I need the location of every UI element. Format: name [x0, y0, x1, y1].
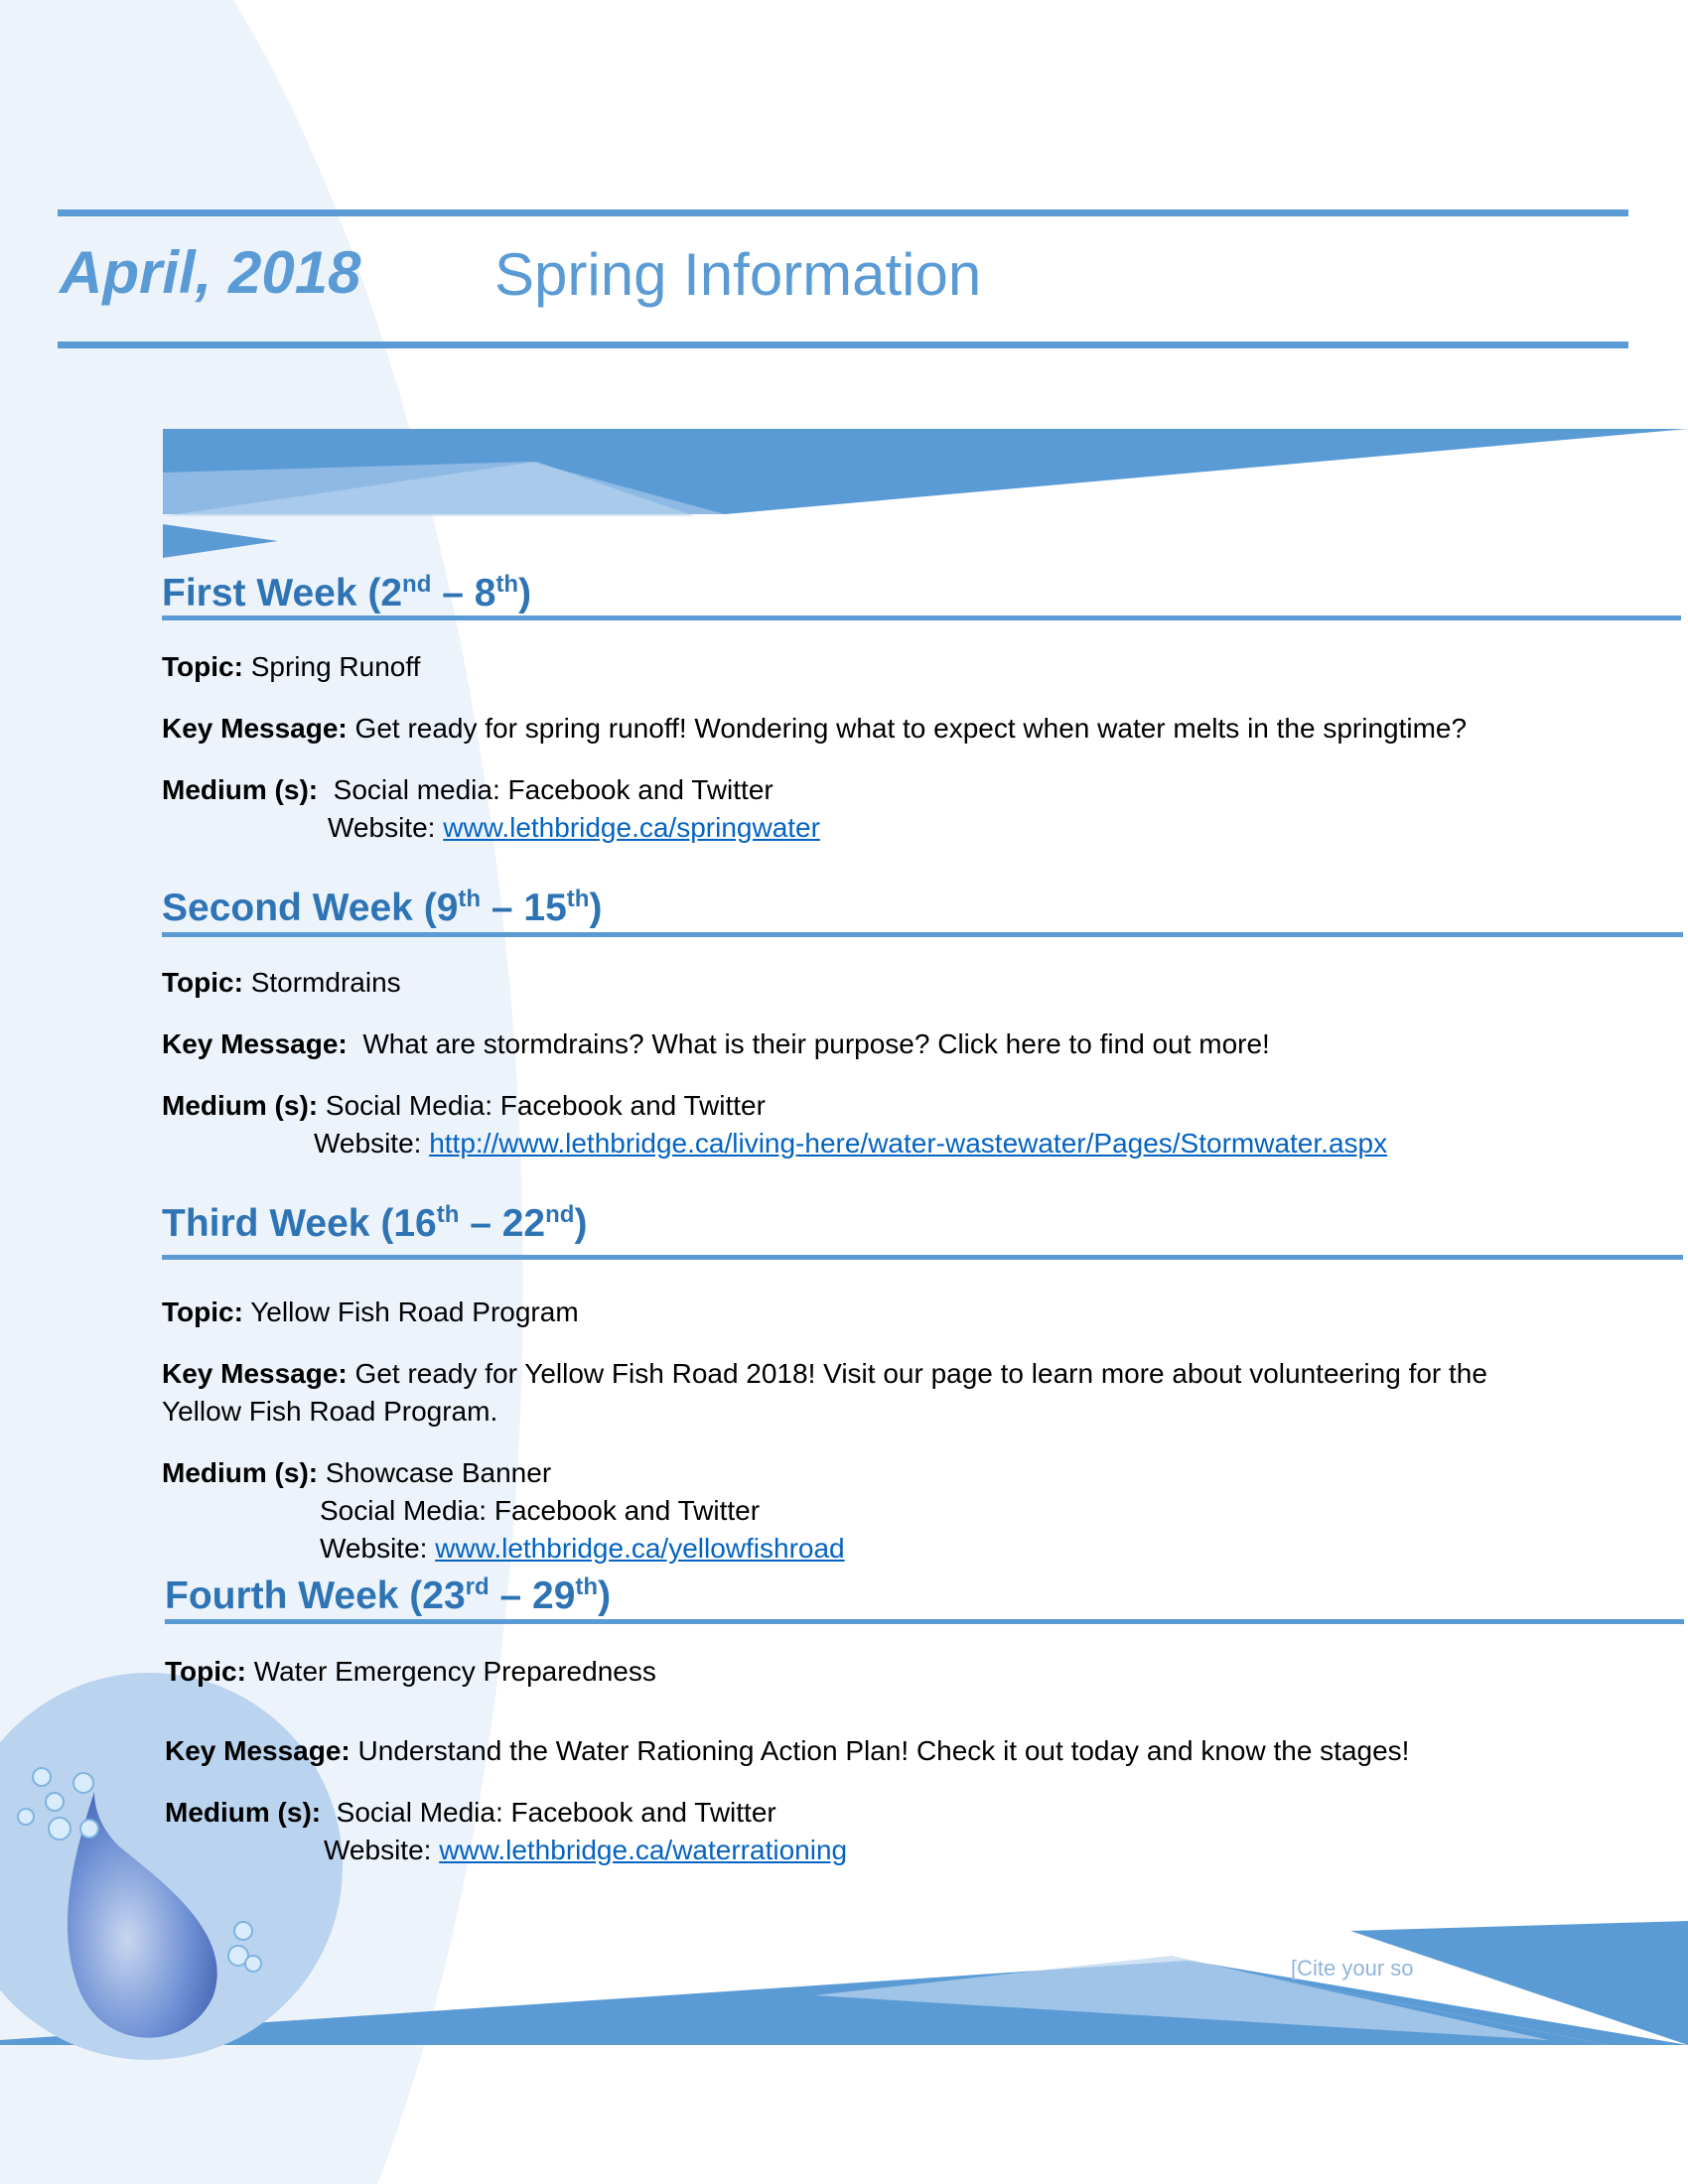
medium-label: Medium (s): [162, 774, 319, 805]
key-message-line [162, 1358, 1487, 1390]
topic-value: Yellow Fish Road Program [242, 1297, 579, 1327]
ordinal-suffix: nd [545, 1201, 575, 1228]
week-heading-text: ) [589, 887, 603, 929]
website-label: Website: [328, 812, 444, 843]
ordinal-suffix: th [458, 886, 482, 912]
medium-label: Medium (s): [165, 1797, 322, 1828]
week-heading-text: First Week (2 [162, 572, 403, 614]
medium-line [162, 1090, 766, 1122]
week-heading [162, 887, 602, 930]
week-heading-text: – 8 [431, 572, 496, 614]
week-heading-text: ) [518, 572, 532, 614]
week-heading-text: Third Week (16 [162, 1202, 437, 1245]
week-heading [162, 572, 531, 615]
week-heading [162, 1202, 587, 1246]
medium-value: Showcase Banner [318, 1457, 552, 1488]
medium-label: Medium (s): [162, 1457, 319, 1488]
website-line [324, 1835, 847, 1866]
ordinal-suffix: th [566, 886, 590, 912]
key-message-line [162, 1028, 1270, 1060]
topic-value: Water Emergency Preparedness [245, 1656, 656, 1687]
website-link[interactable]: www.lethbridge.ca/waterrationing [439, 1835, 848, 1865]
topic-label: Topic: [162, 651, 243, 682]
medium-line [162, 1457, 551, 1489]
website-link[interactable]: www.lethbridge.ca/yellowfishroad [435, 1533, 845, 1564]
medium-line-2 [320, 1495, 760, 1527]
key-message-value: Get ready for spring runoff! Wondering what to expect when water melts in the springtime? [347, 713, 1468, 744]
page-title: Spring Information [494, 241, 982, 308]
cite-source-placeholder: [Cite your so [1291, 1956, 1414, 1980]
header-top-rule [58, 209, 1628, 216]
key-message-label: Key Message: [165, 1735, 351, 1766]
week-heading-text: ) [574, 1202, 588, 1245]
topic-value: Spring Runoff [242, 651, 421, 682]
issue-date: April, 2018 [60, 239, 361, 306]
week-heading-text: Fourth Week (23 [165, 1574, 466, 1617]
medium-label: Medium (s): [162, 1090, 319, 1121]
topic-label: Topic: [165, 1656, 246, 1687]
topic-line [162, 967, 401, 999]
key-message-value: What are stormdrains? What is their purpose? Click here to find out more! [347, 1028, 1270, 1059]
topic-line [165, 1656, 656, 1688]
website-line [320, 1533, 845, 1565]
ordinal-suffix: th [575, 1573, 599, 1600]
topic-label: Topic: [162, 1297, 243, 1327]
week-heading-text: – 15 [481, 887, 567, 929]
week-rule [162, 615, 1681, 620]
week-rule [162, 932, 1683, 937]
ordinal-suffix: nd [402, 571, 432, 598]
week-rule [165, 1619, 1684, 1624]
key-message-label: Key Message: [162, 1028, 348, 1059]
ordinal-suffix: th [436, 1201, 460, 1228]
key-message-label: Key Message: [162, 713, 348, 744]
key-message-continued [162, 1396, 497, 1428]
key-message-label: Key Message: [162, 1358, 348, 1389]
topic-line [162, 651, 420, 683]
medium-value: Social Media: Facebook and Twitter [320, 1495, 761, 1526]
topic-label: Topic: [162, 967, 243, 998]
website-label: Website: [320, 1533, 436, 1564]
footer-banner-overlay [1442, 1931, 1688, 2045]
medium-value: Social Media: Facebook and Twitter [318, 1090, 766, 1121]
medium-line [162, 774, 774, 806]
week-heading-text: ) [598, 1574, 612, 1617]
week-heading-text: – 22 [459, 1202, 546, 1245]
medium-line [165, 1797, 776, 1829]
week-heading-text: Second Week (9 [162, 887, 459, 929]
week-heading-text: – 29 [489, 1574, 576, 1617]
website-label: Website: [324, 1835, 440, 1865]
topic-line [162, 1297, 579, 1328]
ordinal-suffix: th [495, 571, 519, 598]
key-message-line [165, 1735, 1409, 1767]
key-message-line [162, 713, 1467, 745]
medium-value: Social Media: Facebook and Twitter [321, 1797, 776, 1828]
ordinal-suffix: rd [465, 1573, 490, 1600]
header-bottom-rule [58, 341, 1628, 348]
week-heading [165, 1574, 611, 1618]
key-message-value: Get ready for Yellow Fish Road 2018! Visit our page to learn more about volunteering for the [347, 1358, 1487, 1389]
website-link[interactable]: http://www.lethbridge.ca/living-here/water-wastewater/Pages/Stormwater.aspx [429, 1128, 1388, 1159]
website-line [314, 1128, 1387, 1160]
topic-value: Stormdrains [242, 967, 401, 998]
website-link[interactable]: www.lethbridge.ca/springwater [443, 812, 820, 843]
key-message-value: Yellow Fish Road Program. [162, 1396, 498, 1427]
week-rule [162, 1255, 1683, 1260]
website-line [328, 812, 820, 844]
medium-value: Social media: Facebook and Twitter [318, 774, 774, 805]
key-message-value: Understand the Water Rationing Action Plan! Check it out today and know the stages! [350, 1735, 1410, 1766]
website-label: Website: [314, 1128, 430, 1159]
